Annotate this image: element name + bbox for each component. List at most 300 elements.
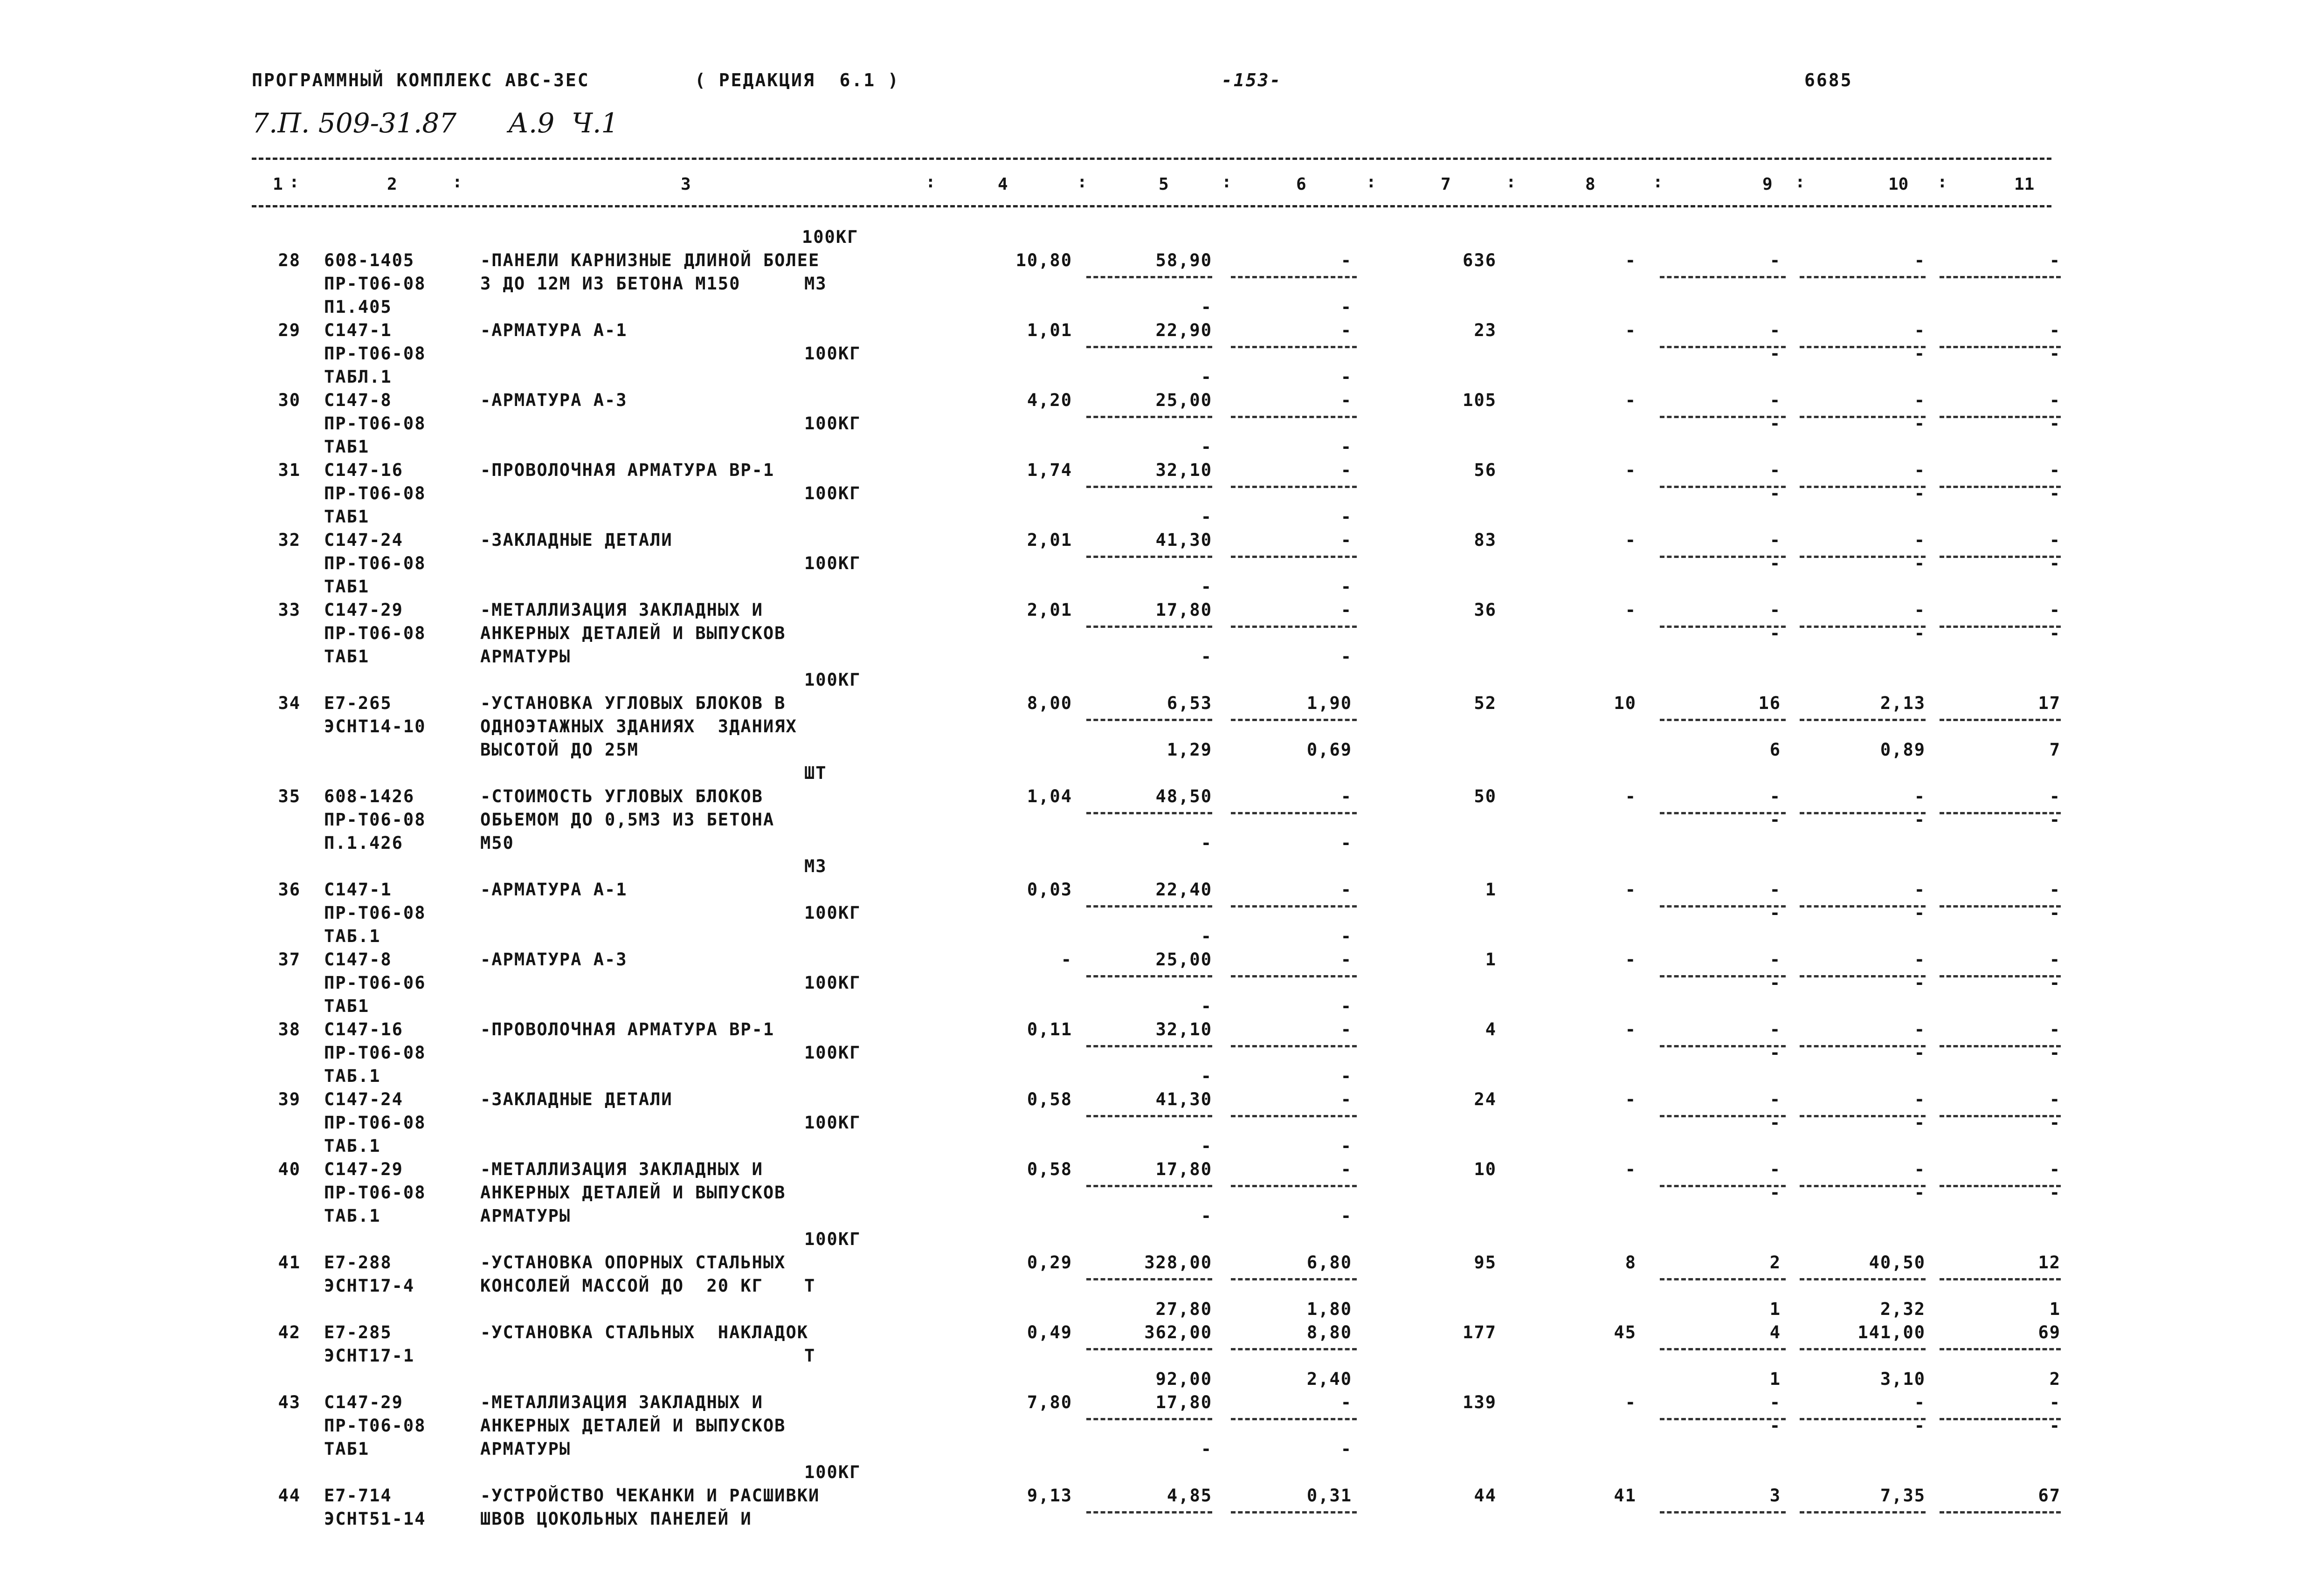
subtotal-rule bbox=[1940, 416, 2061, 418]
row-number: 38 bbox=[278, 1019, 301, 1039]
labor-hours-sub: - bbox=[1914, 1416, 1926, 1436]
subtotal-rule bbox=[1231, 346, 1357, 348]
labor-cost: 2 bbox=[1769, 1252, 1781, 1273]
labor-total: 67 bbox=[2038, 1486, 2061, 1506]
subtotal-rule bbox=[1231, 812, 1357, 814]
work-name: ОБЬЕМОМ ДО 0,5М3 ИЗ БЕТОНА bbox=[480, 810, 775, 830]
work-name: -СТОИМОСТЬ УГЛОВЫХ БЛОКОВ bbox=[480, 786, 763, 806]
row-number: 40 bbox=[278, 1159, 301, 1179]
row-number: 42 bbox=[278, 1322, 301, 1342]
total-cost: 177 bbox=[1463, 1322, 1497, 1342]
work-name: ОДНОЭТАЖНЫХ ЗДАНИЯХ ЗДАНИЯХ bbox=[480, 716, 797, 736]
norm-code: ПР-Т06-08 bbox=[324, 1416, 426, 1436]
labor-total-sub: - bbox=[2049, 973, 2061, 993]
unit-label: 100КГ bbox=[804, 553, 861, 573]
labor-total: 17 bbox=[2038, 693, 2061, 713]
subtotal-rule bbox=[1086, 1185, 1212, 1187]
norm-code: С147-29 bbox=[324, 1392, 403, 1412]
quantity: 8,00 bbox=[1027, 693, 1072, 713]
column-number-2: 2 bbox=[387, 175, 397, 194]
wage-total: 41 bbox=[1614, 1486, 1636, 1506]
work-name: -УСТАНОВКА УГЛОВЫХ БЛОКОВ В bbox=[480, 693, 786, 713]
column-number-9: 9 bbox=[1762, 175, 1773, 194]
work-name: 3 ДО 12М ИЗ БЕТОНА М150 bbox=[480, 274, 741, 294]
column-number-5: 5 bbox=[1159, 175, 1169, 194]
norm-code: ТАБ1 bbox=[324, 507, 370, 527]
subtotal-rule bbox=[1660, 556, 1786, 558]
subtotal-rule bbox=[1660, 1418, 1786, 1420]
operation-cost: - bbox=[1340, 786, 1352, 806]
norm-code: ТАБ1 bbox=[324, 577, 370, 597]
subtotal-rule bbox=[1800, 1278, 1926, 1280]
total-cost: 50 bbox=[1474, 786, 1497, 806]
subtotal-rule bbox=[1231, 1115, 1357, 1117]
wage-total: - bbox=[1625, 600, 1636, 620]
labor-total-sub: 2 bbox=[2049, 1369, 2061, 1389]
norm-code: ПР-Т06-08 bbox=[324, 274, 426, 294]
unit-label: ШТ bbox=[804, 763, 827, 783]
subtotal-rule bbox=[1231, 556, 1357, 558]
total-cost: 95 bbox=[1474, 1252, 1497, 1273]
subtotal-rule bbox=[1940, 905, 2061, 908]
wage-total: - bbox=[1625, 320, 1636, 340]
unit-cost-wage: - bbox=[1201, 833, 1212, 853]
quantity: 2,01 bbox=[1027, 530, 1072, 550]
labor-total-sub: - bbox=[2049, 903, 2061, 923]
operation-cost-wage: - bbox=[1340, 367, 1352, 387]
work-name: -МЕТАЛЛИЗАЦИЯ ЗАКЛАДНЫХ И bbox=[480, 1159, 763, 1179]
row-number: 44 bbox=[278, 1486, 301, 1506]
labor-hours-sub: - bbox=[1914, 973, 1926, 993]
unit-label: 100КГ bbox=[804, 1113, 861, 1133]
subtotal-rule bbox=[1800, 626, 1926, 628]
subtotal-rule bbox=[1660, 905, 1786, 908]
operation-cost: - bbox=[1340, 1159, 1352, 1179]
wage-total: 10 bbox=[1614, 693, 1636, 713]
quantity: 7,80 bbox=[1027, 1392, 1072, 1412]
norm-code: ТАБ.1 bbox=[324, 1066, 381, 1086]
work-name: ВЫСОТОЙ ДО 25М bbox=[480, 740, 639, 760]
subtotal-rule bbox=[1086, 1418, 1212, 1420]
labor-hours-sub: - bbox=[1914, 344, 1926, 364]
norm-code: ТАБЛ.1 bbox=[324, 367, 392, 387]
row-number: 33 bbox=[278, 600, 301, 620]
norm-code: 608-1405 bbox=[324, 250, 415, 270]
labor-total-sub: - bbox=[2049, 623, 2061, 643]
wage-total: - bbox=[1625, 1392, 1636, 1412]
total-cost: 23 bbox=[1474, 320, 1497, 340]
norm-code: ПР-Т06-06 bbox=[324, 973, 426, 993]
operation-cost: - bbox=[1340, 1089, 1352, 1109]
unit-cost-wage: - bbox=[1201, 577, 1212, 597]
operation-cost: 1,90 bbox=[1306, 693, 1352, 713]
operation-cost-wage: 2,40 bbox=[1306, 1369, 1352, 1389]
wage-total: - bbox=[1625, 786, 1636, 806]
quantity: 0,58 bbox=[1027, 1089, 1072, 1109]
norm-code: С147-1 bbox=[324, 320, 392, 340]
subtotal-rule bbox=[1800, 905, 1926, 908]
operation-cost-wage: - bbox=[1340, 1066, 1352, 1086]
work-name: АРМАТУРЫ bbox=[480, 1206, 571, 1226]
subtotal-rule bbox=[1660, 1185, 1786, 1187]
norm-code: ТАБ.1 bbox=[324, 1136, 381, 1156]
wage-total: - bbox=[1625, 530, 1636, 550]
total-cost: 139 bbox=[1463, 1392, 1497, 1412]
operation-cost: 8,80 bbox=[1306, 1322, 1352, 1342]
subtotal-rule bbox=[1800, 416, 1926, 418]
norm-code: С147-1 bbox=[324, 880, 392, 900]
unit-cost-wage: - bbox=[1201, 367, 1212, 387]
wage-total: - bbox=[1625, 250, 1636, 270]
labor-total-sub: - bbox=[2049, 1113, 2061, 1133]
labor-cost-sub: - bbox=[1769, 810, 1781, 830]
labor-hours: - bbox=[1914, 1089, 1926, 1109]
norm-code: П.1.426 bbox=[324, 833, 403, 853]
unit-cost: 58,90 bbox=[1155, 250, 1212, 270]
operation-cost-wage: - bbox=[1340, 1439, 1352, 1459]
labor-cost: - bbox=[1769, 786, 1781, 806]
unit-cost: 41,30 bbox=[1155, 530, 1212, 550]
operation-cost-wage: - bbox=[1340, 926, 1352, 946]
norm-code: ЭСНТ17-1 bbox=[324, 1346, 415, 1366]
labor-cost: - bbox=[1769, 949, 1781, 970]
operation-cost-wage: - bbox=[1340, 647, 1352, 667]
work-name: -АРМАТУРА А-3 bbox=[480, 390, 628, 410]
total-cost: 36 bbox=[1474, 600, 1497, 620]
work-name: -ЗАКЛАДНЫЕ ДЕТАЛИ bbox=[480, 1089, 673, 1109]
operation-cost-wage: - bbox=[1340, 437, 1352, 457]
operation-cost-wage: 1,80 bbox=[1306, 1299, 1352, 1319]
subtotal-rule bbox=[1800, 1418, 1926, 1420]
labor-cost: 4 bbox=[1769, 1322, 1781, 1342]
labor-cost-sub: - bbox=[1769, 1416, 1781, 1436]
operation-cost-wage: - bbox=[1340, 507, 1352, 527]
column-separator: : bbox=[1795, 172, 1805, 192]
operation-cost-wage: - bbox=[1340, 833, 1352, 853]
subtotal-rule bbox=[1660, 1348, 1786, 1350]
subtotal-rule bbox=[1940, 626, 2061, 628]
unit-cost: 32,10 bbox=[1155, 1019, 1212, 1039]
operation-cost: - bbox=[1340, 949, 1352, 970]
labor-hours-sub: - bbox=[1914, 1043, 1926, 1063]
labor-total-sub: - bbox=[2049, 1183, 2061, 1203]
labor-cost-sub: - bbox=[1769, 1183, 1781, 1203]
subtotal-rule bbox=[1800, 1348, 1926, 1350]
labor-total: - bbox=[2049, 1019, 2061, 1039]
unit-cost: 41,30 bbox=[1155, 1089, 1212, 1109]
work-name: -ЗАКЛАДНЫЕ ДЕТАЛИ bbox=[480, 530, 673, 550]
subtotal-rule bbox=[1940, 812, 2061, 814]
labor-cost: - bbox=[1769, 530, 1781, 550]
labor-total-sub: - bbox=[2049, 1043, 2061, 1063]
labor-hours-sub: - bbox=[1914, 903, 1926, 923]
operation-cost-wage: - bbox=[1340, 1206, 1352, 1226]
norm-code: С147-8 bbox=[324, 949, 392, 970]
subtotal-rule bbox=[1660, 1511, 1786, 1513]
norm-code: Е7-285 bbox=[324, 1322, 392, 1342]
row-number: 31 bbox=[278, 460, 301, 480]
labor-cost: 16 bbox=[1758, 693, 1781, 713]
subtotal-rule bbox=[1086, 1348, 1212, 1350]
unit-label: 100КГ bbox=[804, 1043, 861, 1063]
subtotal-rule bbox=[1086, 719, 1212, 721]
subtotal-rule bbox=[1660, 626, 1786, 628]
labor-total: - bbox=[2049, 1159, 2061, 1179]
subtotal-rule bbox=[1940, 1511, 2061, 1513]
operation-cost: 6,80 bbox=[1306, 1252, 1352, 1273]
labor-total: - bbox=[2049, 600, 2061, 620]
labor-hours: - bbox=[1914, 880, 1926, 900]
wage-total: - bbox=[1625, 880, 1636, 900]
labor-cost: - bbox=[1769, 1089, 1781, 1109]
norm-code: С147-24 bbox=[324, 1089, 403, 1109]
operation-cost: - bbox=[1340, 600, 1352, 620]
norm-code: ПР-Т06-08 bbox=[324, 413, 426, 433]
subtotal-rule bbox=[1940, 486, 2061, 488]
row-number: 39 bbox=[278, 1089, 301, 1109]
operation-cost: - bbox=[1340, 1392, 1352, 1412]
work-name: М50 bbox=[480, 833, 514, 853]
subtotal-rule bbox=[1086, 556, 1212, 558]
labor-cost-sub: - bbox=[1769, 413, 1781, 433]
wage-total: - bbox=[1625, 390, 1636, 410]
norm-code: ПР-Т06-08 bbox=[324, 1113, 426, 1133]
unit-cost: 25,00 bbox=[1155, 949, 1212, 970]
quantity: 1,04 bbox=[1027, 786, 1072, 806]
labor-total: 12 bbox=[2038, 1252, 2061, 1273]
subtotal-rule bbox=[1800, 486, 1926, 488]
norm-code: 608-1426 bbox=[324, 786, 415, 806]
unit-cost: 48,50 bbox=[1155, 786, 1212, 806]
quantity: 4,20 bbox=[1027, 390, 1072, 410]
labor-cost-sub: - bbox=[1769, 344, 1781, 364]
work-name: -УСТАНОВКА ОПОРНЫХ СТАЛЬНЫХ bbox=[480, 1252, 786, 1273]
subtotal-rule bbox=[1231, 905, 1357, 908]
norm-code: ТАБ.1 bbox=[324, 926, 381, 946]
subtotal-rule bbox=[1231, 719, 1357, 721]
total-cost: 4 bbox=[1485, 1019, 1497, 1039]
norm-code: С147-16 bbox=[324, 460, 403, 480]
labor-cost: - bbox=[1769, 1392, 1781, 1412]
subtotal-rule bbox=[1660, 719, 1786, 721]
operation-cost: - bbox=[1340, 390, 1352, 410]
labor-hours: - bbox=[1914, 320, 1926, 340]
unit-cost-wage: - bbox=[1201, 926, 1212, 946]
labor-hours-sub: - bbox=[1914, 1183, 1926, 1203]
row-number: 37 bbox=[278, 949, 301, 970]
unit-label: 100КГ bbox=[804, 670, 861, 690]
column-number-3: 3 bbox=[681, 175, 691, 194]
subtotal-rule bbox=[1940, 975, 2061, 977]
row-number: 30 bbox=[278, 390, 301, 410]
labor-hours-sub: - bbox=[1914, 810, 1926, 830]
norm-code: Е7-714 bbox=[324, 1486, 392, 1506]
unit-cost-wage: - bbox=[1201, 1136, 1212, 1156]
subtotal-rule bbox=[1231, 975, 1357, 977]
unit-cost: 6,53 bbox=[1167, 693, 1212, 713]
subtotal-rule bbox=[1940, 1278, 2061, 1280]
total-cost: 83 bbox=[1474, 530, 1497, 550]
subtotal-rule bbox=[1086, 1278, 1212, 1280]
norm-code: ТАБ.1 bbox=[324, 1206, 381, 1226]
labor-cost-sub: - bbox=[1769, 903, 1781, 923]
wage-total: - bbox=[1625, 1089, 1636, 1109]
subtotal-rule bbox=[1086, 346, 1212, 348]
labor-hours: 40,50 bbox=[1869, 1252, 1926, 1273]
column-number-4: 4 bbox=[998, 175, 1008, 194]
unit-cost-wage: - bbox=[1201, 437, 1212, 457]
unit-label: 100КГ bbox=[804, 413, 861, 433]
subtotal-rule bbox=[1231, 486, 1357, 488]
labor-cost: - bbox=[1769, 600, 1781, 620]
sheet-code: 6685 bbox=[1804, 70, 1853, 90]
total-cost: 44 bbox=[1474, 1486, 1497, 1506]
unit-label: 100КГ bbox=[802, 227, 859, 247]
subtotal-rule bbox=[1231, 1278, 1357, 1280]
labor-total-sub: - bbox=[2049, 810, 2061, 830]
unit-label: Т bbox=[804, 1276, 816, 1296]
subtotal-rule bbox=[1086, 626, 1212, 628]
subtotal-rule bbox=[1086, 1115, 1212, 1117]
labor-cost-sub: - bbox=[1769, 1113, 1781, 1133]
operation-cost-wage: - bbox=[1340, 577, 1352, 597]
total-cost: 636 bbox=[1463, 250, 1497, 270]
labor-cost: - bbox=[1769, 1019, 1781, 1039]
labor-hours: - bbox=[1914, 1392, 1926, 1412]
labor-total: - bbox=[2049, 786, 2061, 806]
norm-code: ПР-Т06-08 bbox=[324, 1043, 426, 1063]
subtotal-rule bbox=[1660, 1045, 1786, 1047]
work-name: АНКЕРНЫХ ДЕТАЛЕЙ И ВЫПУСКОВ bbox=[480, 623, 786, 643]
norm-code: ТАБ1 bbox=[324, 647, 370, 667]
quantity: 0,49 bbox=[1027, 1322, 1072, 1342]
wage-total: - bbox=[1625, 1019, 1636, 1039]
work-name: АНКЕРНЫХ ДЕТАЛЕЙ И ВЫПУСКОВ bbox=[480, 1416, 786, 1436]
row-number: 29 bbox=[278, 320, 301, 340]
row-number: 35 bbox=[278, 786, 301, 806]
work-name: АНКЕРНЫХ ДЕТАЛЕЙ И ВЫПУСКОВ bbox=[480, 1183, 786, 1203]
subtotal-rule bbox=[1940, 1418, 2061, 1420]
operation-cost: - bbox=[1340, 460, 1352, 480]
unit-cost-wage: - bbox=[1201, 647, 1212, 667]
labor-total: - bbox=[2049, 460, 2061, 480]
unit-cost-wage: 27,80 bbox=[1155, 1299, 1212, 1319]
total-cost: 1 bbox=[1485, 880, 1497, 900]
subtotal-rule bbox=[1231, 416, 1357, 418]
labor-hours-sub: - bbox=[1914, 1113, 1926, 1133]
unit-cost: 17,80 bbox=[1155, 600, 1212, 620]
work-name: -ПРОВОЛОЧНАЯ АРМАТУРА ВР-1 bbox=[480, 460, 775, 480]
column-separator: : bbox=[1222, 172, 1232, 192]
norm-code: ПР-Т06-08 bbox=[324, 1183, 426, 1203]
labor-total-sub: - bbox=[2049, 344, 2061, 364]
work-name: -АРМАТУРА А-3 bbox=[480, 949, 628, 970]
norm-code: ПР-Т06-08 bbox=[324, 483, 426, 503]
column-number-8: 8 bbox=[1585, 175, 1595, 194]
work-name: -УСТАНОВКА СТАЛЬНЫХ НАКЛАДОК bbox=[480, 1322, 809, 1342]
labor-hours: - bbox=[1914, 949, 1926, 970]
labor-hours: 2,13 bbox=[1880, 693, 1926, 713]
column-number-10: 10 bbox=[1888, 175, 1909, 194]
unit-label: 100КГ bbox=[804, 1229, 861, 1249]
column-separator: : bbox=[1937, 172, 1947, 192]
subtotal-rule bbox=[1660, 276, 1786, 278]
labor-total-sub: 7 bbox=[2049, 740, 2061, 760]
subtotal-rule bbox=[1800, 719, 1926, 721]
total-cost: 56 bbox=[1474, 460, 1497, 480]
norm-code: ТАБ1 bbox=[324, 996, 370, 1016]
operation-cost-wage: - bbox=[1340, 996, 1352, 1016]
labor-cost-sub: - bbox=[1769, 1043, 1781, 1063]
norm-code: ТАБ1 bbox=[324, 437, 370, 457]
subtotal-rule bbox=[1800, 812, 1926, 814]
labor-total-sub: - bbox=[2049, 553, 2061, 573]
column-number-11: 11 bbox=[2014, 175, 2035, 194]
row-number: 41 bbox=[278, 1252, 301, 1273]
norm-code: П1.405 bbox=[324, 297, 392, 317]
column-separator: : bbox=[1077, 172, 1087, 192]
column-number-1: 1 bbox=[273, 175, 283, 194]
unit-cost-wage: 1,29 bbox=[1167, 740, 1212, 760]
subtotal-rule bbox=[1231, 1045, 1357, 1047]
total-cost: 52 bbox=[1474, 693, 1497, 713]
row-number: 36 bbox=[278, 880, 301, 900]
subtotal-rule bbox=[1086, 1511, 1212, 1513]
total-cost: 105 bbox=[1463, 390, 1497, 410]
unit-label: 100КГ bbox=[804, 903, 861, 923]
labor-hours-sub: - bbox=[1914, 483, 1926, 503]
labor-hours: - bbox=[1914, 250, 1926, 270]
norm-code: Е7-265 bbox=[324, 693, 392, 713]
labor-cost: - bbox=[1769, 880, 1781, 900]
labor-hours: - bbox=[1914, 390, 1926, 410]
unit-label: 100КГ bbox=[804, 973, 861, 993]
norm-code: ПР-Т06-08 bbox=[324, 623, 426, 643]
quantity: 10,80 bbox=[1015, 250, 1072, 270]
norm-code: ПР-Т06-08 bbox=[324, 810, 426, 830]
subtotal-rule bbox=[1660, 812, 1786, 814]
labor-total-sub: - bbox=[2049, 1416, 2061, 1436]
labor-total: - bbox=[2049, 880, 2061, 900]
operation-cost: - bbox=[1340, 1019, 1352, 1039]
subtotal-rule bbox=[1086, 975, 1212, 977]
labor-cost-sub: - bbox=[1769, 623, 1781, 643]
work-name: АРМАТУРЫ bbox=[480, 647, 571, 667]
subtotal-rule bbox=[1800, 1045, 1926, 1047]
unit-label: М3 bbox=[804, 856, 827, 876]
labor-cost-sub: - bbox=[1769, 553, 1781, 573]
quantity: 1,01 bbox=[1027, 320, 1072, 340]
wage-total: 8 bbox=[1625, 1252, 1636, 1273]
row-number: 28 bbox=[278, 250, 301, 270]
norm-code: С147-24 bbox=[324, 530, 403, 550]
wage-total: - bbox=[1625, 949, 1636, 970]
subtotal-rule bbox=[1086, 486, 1212, 488]
subtotal-rule bbox=[1086, 812, 1212, 814]
handwritten-project-number: 7.П. 509-31.87 bbox=[252, 107, 457, 139]
labor-hours-sub: - bbox=[1914, 553, 1926, 573]
unit-cost-wage: - bbox=[1201, 507, 1212, 527]
work-name: -МЕТАЛЛИЗАЦИЯ ЗАКЛАДНЫХ И bbox=[480, 600, 763, 620]
labor-hours: - bbox=[1914, 786, 1926, 806]
labor-hours: - bbox=[1914, 530, 1926, 550]
operation-cost: - bbox=[1340, 880, 1352, 900]
labor-cost-sub: 1 bbox=[1769, 1369, 1781, 1389]
operation-cost: 0,31 bbox=[1306, 1486, 1352, 1506]
column-separator: : bbox=[1653, 172, 1663, 192]
subtotal-rule bbox=[1800, 276, 1926, 278]
subtotal-rule bbox=[1660, 975, 1786, 977]
